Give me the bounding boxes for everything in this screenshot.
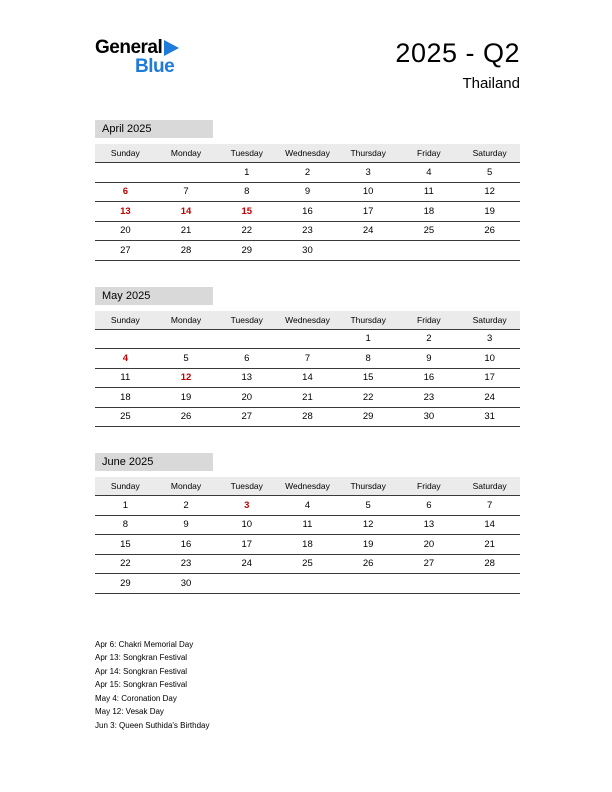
weekday-header: Monday [156,311,217,330]
week-row [95,202,520,222]
logo-text-blue: Blue [135,56,175,77]
day-cell [156,163,217,183]
weekday-header: Sunday [95,477,156,496]
weekday-header: Sunday [95,311,156,330]
day-cell: 10 [216,515,277,535]
day-cell: 24 [216,554,277,574]
month-section [95,453,520,594]
day-cell: 26 [459,221,520,241]
weekday-header-row [95,477,520,496]
page-subtitle: Thailand [462,75,520,92]
day-cell: 10 [459,349,520,369]
day-cell: 16 [399,368,460,388]
day-cell: 19 [156,388,217,408]
day-cell: 7 [459,496,520,516]
day-cell: 26 [338,554,399,574]
day-cell: 6 [216,349,277,369]
day-cell [216,574,277,594]
weekday-header: Wednesday [277,477,338,496]
day-cell: 14 [459,515,520,535]
week-row [95,368,520,388]
day-cell: 22 [95,554,156,574]
day-cell: 23 [277,221,338,241]
week-row [95,182,520,202]
week-row [95,574,520,594]
day-cell: 11 [95,368,156,388]
day-cell [338,574,399,594]
day-cell: 22 [216,221,277,241]
day-cell [399,241,460,261]
day-cell: 25 [277,554,338,574]
day-cell: 16 [156,535,217,555]
weekday-header-row [95,311,520,330]
day-cell: 17 [459,368,520,388]
day-cell: 28 [277,407,338,427]
day-cell [338,241,399,261]
day-cell: 17 [338,202,399,222]
weekday-header: Thursday [338,144,399,163]
day-cell [459,241,520,261]
day-cell: 11 [277,515,338,535]
day-cell: 9 [399,349,460,369]
weekday-header: Tuesday [216,144,277,163]
day-cell: 11 [399,182,460,202]
day-cell [459,574,520,594]
day-cell [277,329,338,349]
day-cell: 18 [277,535,338,555]
day-cell: 16 [277,202,338,222]
holiday-note: May 12: Vesak Day [95,707,164,716]
weekday-header: Monday [156,477,217,496]
holiday-note: Apr 15: Songkran Festival [95,680,188,689]
holiday-day-cell: 15 [216,202,277,222]
day-cell: 1 [216,163,277,183]
week-row [95,241,520,261]
week-row [95,163,520,183]
day-cell [95,329,156,349]
day-cell: 25 [95,407,156,427]
holiday-day-cell: 4 [95,349,156,369]
holiday-day-cell: 3 [216,496,277,516]
day-cell: 3 [459,329,520,349]
holiday-day-cell: 12 [156,368,217,388]
day-cell: 15 [338,368,399,388]
week-row [95,554,520,574]
logo-flag-icon [164,40,179,56]
day-cell: 29 [216,241,277,261]
day-cell: 1 [95,496,156,516]
month-section [95,120,520,261]
day-cell: 8 [216,182,277,202]
day-cell: 23 [399,388,460,408]
day-cell: 2 [277,163,338,183]
day-cell: 21 [277,388,338,408]
day-cell: 6 [399,496,460,516]
week-row [95,221,520,241]
holiday-note: Apr 13: Songkran Festival [95,653,188,662]
day-cell: 4 [277,496,338,516]
day-cell: 27 [399,554,460,574]
day-cell [95,163,156,183]
holiday-day-cell: 14 [156,202,217,222]
weekday-header: Friday [399,477,460,496]
day-cell: 9 [156,515,217,535]
day-cell: 5 [459,163,520,183]
day-cell: 10 [338,182,399,202]
day-cell: 15 [95,535,156,555]
month-label: June 2025 [95,453,213,471]
day-cell: 30 [277,241,338,261]
weekday-header: Wednesday [277,144,338,163]
day-cell: 19 [338,535,399,555]
weekday-header: Monday [156,144,217,163]
week-row [95,329,520,349]
weekday-header-row [95,144,520,163]
holiday-note: May 4: Coronation Day [95,693,177,703]
day-cell: 13 [399,515,460,535]
day-cell: 1 [338,329,399,349]
holiday-note: Apr 6: Chakri Memorial Day [95,639,194,649]
month-calendar-table [95,311,520,428]
week-row [95,496,520,516]
day-cell: 2 [399,329,460,349]
day-cell: 2 [156,496,217,516]
day-cell: 8 [338,349,399,369]
weekday-header: Sunday [95,144,156,163]
holiday-day-cell: 6 [95,182,156,202]
day-cell [216,329,277,349]
day-cell [277,574,338,594]
month-calendar-table [95,477,520,594]
week-row [95,407,520,427]
day-cell: 7 [277,349,338,369]
weekday-header: Friday [399,311,460,330]
day-cell: 14 [277,368,338,388]
holiday-note: Jun 3: Queen Suthida's Birthday [95,720,210,730]
title-block [395,38,520,92]
day-cell: 20 [216,388,277,408]
day-cell [399,574,460,594]
day-cell: 21 [459,535,520,555]
day-cell: 18 [399,202,460,222]
weekday-header: Tuesday [216,477,277,496]
day-cell: 9 [277,182,338,202]
day-cell: 12 [459,182,520,202]
weekday-header: Tuesday [216,311,277,330]
holiday-notes-list [95,638,520,733]
week-row [95,535,520,555]
holiday-note: Apr 14: Songkran Festival [95,666,188,676]
day-cell: 5 [338,496,399,516]
month-section [95,287,520,428]
weekday-header: Thursday [338,311,399,330]
month-label: May 2025 [95,287,213,305]
general-blue-logo [95,38,179,76]
day-cell: 4 [399,163,460,183]
day-cell: 3 [338,163,399,183]
day-cell: 8 [95,515,156,535]
day-cell: 24 [459,388,520,408]
day-cell: 31 [459,407,520,427]
logo-text-general: General [95,37,163,58]
day-cell: 23 [156,554,217,574]
day-cell: 28 [156,241,217,261]
weekday-header: Thursday [338,477,399,496]
day-cell: 17 [216,535,277,555]
day-cell: 19 [459,202,520,222]
weekday-header: Wednesday [277,311,338,330]
day-cell: 29 [95,574,156,594]
page-title: 2025 - Q2 [395,38,520,68]
months-container [95,120,520,594]
week-row [95,388,520,408]
weekday-header: Saturday [459,144,520,163]
day-cell: 29 [338,407,399,427]
day-cell: 5 [156,349,217,369]
day-cell: 13 [216,368,277,388]
weekday-header: Saturday [459,477,520,496]
day-cell: 26 [156,407,217,427]
week-row [95,515,520,535]
day-cell: 22 [338,388,399,408]
day-cell: 7 [156,182,217,202]
day-cell: 30 [399,407,460,427]
weekday-header: Friday [399,144,460,163]
month-label: April 2025 [95,120,213,138]
holiday-day-cell: 13 [95,202,156,222]
weekday-header: Saturday [459,311,520,330]
day-cell [156,329,217,349]
day-cell: 30 [156,574,217,594]
day-cell: 18 [95,388,156,408]
day-cell: 20 [399,535,460,555]
day-cell: 27 [95,241,156,261]
day-cell: 24 [338,221,399,241]
month-calendar-table [95,144,520,261]
day-cell: 28 [459,554,520,574]
day-cell: 25 [399,221,460,241]
page-header [95,38,520,92]
day-cell: 27 [216,407,277,427]
day-cell: 20 [95,221,156,241]
week-row [95,349,520,369]
day-cell: 21 [156,221,217,241]
day-cell: 12 [338,515,399,535]
